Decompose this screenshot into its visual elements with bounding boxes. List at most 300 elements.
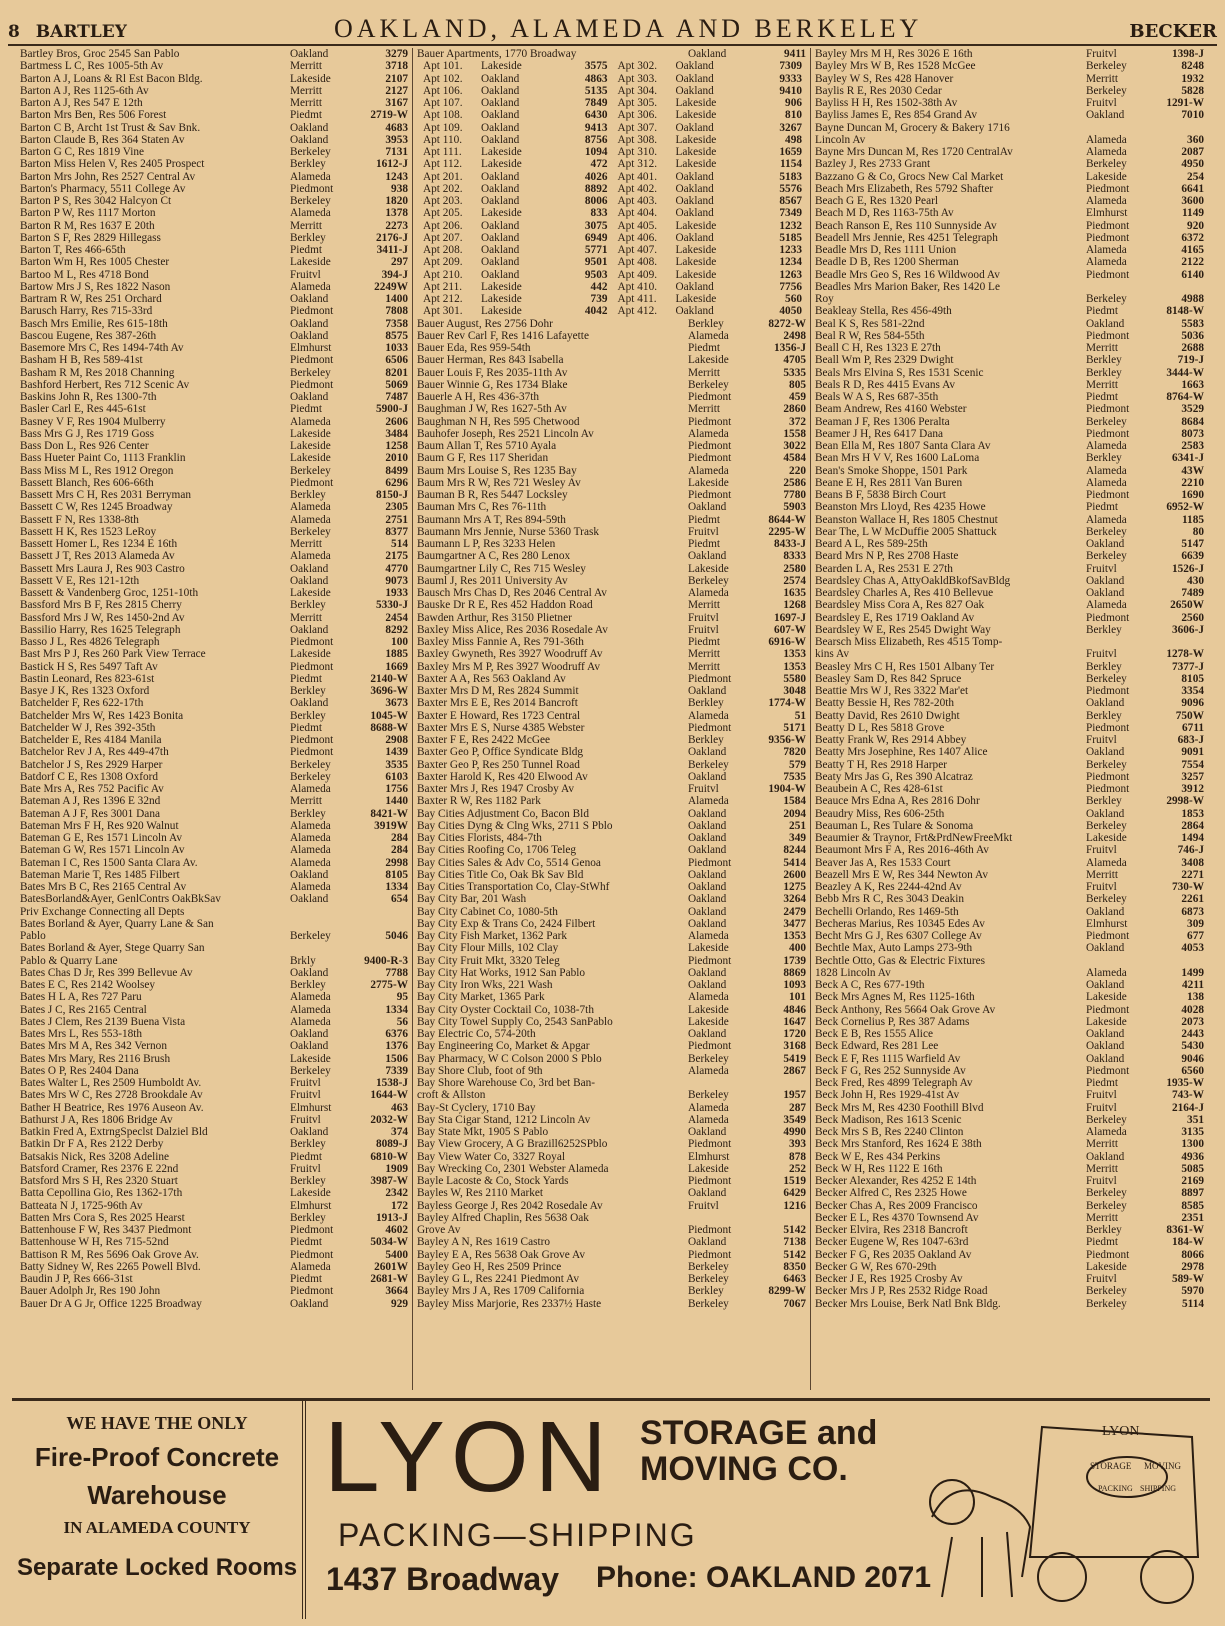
entry-exchange: Fruitvl — [290, 1113, 321, 1126]
apt-phone: 1233 — [779, 244, 802, 256]
entry-name: Baum Mrs Louise S, Res 1235 Bay — [417, 464, 577, 477]
entry-name: Bassilio Harry, Res 1625 Telegraph — [20, 623, 181, 636]
entry-name: Becker Eugene W, Res 1047-63rd — [815, 1236, 969, 1249]
entry-number: 6952-W — [1166, 501, 1204, 514]
entry-number: 3529 — [1181, 403, 1204, 416]
entry-exchange: Fruitvl — [1086, 48, 1117, 60]
directory-entry — [20, 452, 408, 464]
entry-name: Bast Mrs P J, Res 260 Park View Terrace — [20, 648, 206, 661]
directory-entry — [815, 979, 1204, 991]
entry-exchange: Piedmt — [688, 342, 721, 354]
entry-number: 5903 — [783, 501, 806, 514]
entry-number: 1853 — [1181, 807, 1204, 820]
entry-number: 8421-W — [370, 807, 408, 820]
apartment-entry — [417, 109, 612, 121]
apt-exchange: Oakland — [675, 121, 714, 134]
entry-exchange: Alameda — [688, 427, 729, 440]
apt-phone: 5576 — [779, 182, 802, 195]
right-guide-word: BECKER — [1129, 21, 1217, 42]
entry-number: 1216 — [783, 1199, 806, 1212]
entry-name: Bay Cities Roofing Co, 1706 Teleg — [417, 844, 577, 857]
entry-name: Baskins John R, Res 1300-7th — [20, 391, 157, 403]
entry-number: 719-J — [1177, 354, 1204, 367]
directory-entry — [815, 906, 1204, 918]
ad-line-5: Separate Locked Rooms — [16, 1554, 298, 1581]
directory-entry — [417, 1224, 806, 1236]
entry-name: Beakleay Stella, Res 456-49th — [815, 305, 952, 318]
directory-entry — [815, 501, 1204, 513]
directory-entry — [815, 648, 1204, 660]
entry-exchange: Berkley — [1086, 1224, 1122, 1236]
entry-exchange: Fruitvl — [1086, 562, 1117, 575]
entry-continuation: Bates Borland & Ayer, Stege Quarry San — [20, 942, 205, 955]
directory-entry — [20, 195, 408, 207]
entry-number: 3600 — [1181, 195, 1204, 207]
entry-number: 2261 — [1181, 893, 1204, 906]
entry-number: 9400-R-3 — [364, 954, 408, 967]
directory-entry — [417, 1175, 806, 1187]
directory-entry — [417, 489, 806, 501]
entry-exchange: Piedmt — [290, 721, 323, 734]
entry-number: 254 — [1187, 170, 1204, 183]
entry-name: Beardsley W E, Res 2545 Dwight Way — [815, 623, 991, 636]
directory-entry — [417, 599, 806, 611]
entry-exchange: Lakeside — [688, 562, 729, 575]
entry-number: 6103 — [385, 770, 408, 783]
entry-number: 8764-W — [1166, 391, 1204, 403]
apartment-entry — [612, 207, 807, 219]
apt-number: Apt 207. — [423, 231, 463, 244]
entry-exchange: Merritt — [688, 599, 720, 612]
entry-number: 7067 — [783, 1297, 806, 1310]
entry-exchange: Lakeside — [290, 1052, 331, 1065]
entry-number: 184-W — [1171, 1236, 1204, 1249]
entry-exchange: Alameda — [1086, 256, 1127, 269]
entry-number: 1278-W — [1166, 648, 1204, 661]
entry-name: Becker G W, Res 670-29th — [815, 1260, 937, 1273]
entry-name: Basemore Mrs C, Res 1494-74th Av — [20, 342, 184, 354]
entry-number: 1720 — [783, 1028, 806, 1040]
entry-name: Becker J E, Res 1925 Crosby Av — [815, 1273, 963, 1285]
entry-number: 1820 — [385, 195, 408, 207]
directory-entry — [815, 673, 1204, 685]
entry-name: Beaudry Miss, Res 606-25th — [815, 807, 945, 820]
directory-entry — [815, 1053, 1204, 1065]
entry-name: Batchelder Mrs W, Res 1423 Bonita — [20, 709, 184, 722]
entry-exchange: Alameda — [1086, 195, 1127, 207]
directory-entry — [20, 1285, 408, 1297]
entry-number: 1644-W — [370, 1089, 408, 1102]
entry-exchange: Merritt — [290, 538, 322, 550]
apt-phone: 8006 — [584, 195, 608, 207]
entry-exchange: Berkeley — [688, 1297, 729, 1310]
entry-number: 6140 — [1181, 268, 1204, 281]
directory-entry — [815, 391, 1204, 403]
entry-number: 6916-W — [768, 636, 806, 648]
entry-name: Bartow Mrs J S, Res 1822 Nason — [20, 280, 171, 293]
entry-exchange: Merritt — [688, 366, 720, 379]
entry-number: 7554 — [1181, 758, 1204, 771]
directory-entry — [20, 881, 408, 893]
entry-exchange: Alameda — [688, 991, 729, 1004]
apt-phone: 9501 — [584, 256, 608, 269]
entry-exchange: Alameda — [1086, 440, 1127, 452]
entry-name: Baum G F, Res 117 Sheridan — [417, 452, 549, 465]
entry-name: Bates Mrs W C, Res 2728 Brookdale Av — [20, 1089, 203, 1102]
entry-number: 5414 — [783, 856, 806, 869]
entry-exchange: Berkeley — [688, 574, 729, 587]
directory-entry — [20, 661, 408, 673]
entry-exchange: Piedmont — [688, 1175, 732, 1187]
directory-entry — [815, 452, 1204, 464]
apt-phone: 9333 — [779, 72, 802, 85]
directory-entry — [20, 416, 408, 428]
apt-number: Apt 106. — [423, 84, 463, 97]
entry-exchange: Berkeley — [1086, 293, 1127, 305]
directory-entry — [815, 526, 1204, 538]
ad-line-1: WE HAVE THE ONLY — [66, 1413, 248, 1433]
entry-exchange: Piedmont — [290, 746, 334, 759]
entry-name: Roy — [815, 293, 834, 305]
directory-entry — [815, 550, 1204, 562]
entry-exchange: Berkley — [688, 697, 724, 710]
entry-exchange: Fruitvl — [290, 1089, 321, 1102]
directory-entry — [815, 183, 1204, 195]
directory-entry — [417, 734, 806, 746]
apt-exchange: Lakeside — [481, 60, 522, 73]
directory-entry — [20, 60, 408, 72]
directory-entry — [815, 538, 1204, 550]
entry-number: 6711 — [1182, 721, 1204, 734]
apt-number: Apt 402. — [617, 182, 658, 195]
entry-number: 8377 — [385, 525, 408, 538]
entry-number: 2574 — [783, 574, 806, 587]
apt-exchange: Lakeside — [481, 280, 522, 293]
directory-entry — [417, 1004, 806, 1016]
entry-exchange: Berkeley — [290, 1064, 331, 1077]
entry-number: 2351 — [1181, 1211, 1204, 1224]
entry-name: 1828 Lincoln Av — [815, 966, 891, 979]
directory-entry — [417, 1065, 806, 1077]
directory-entry — [20, 575, 408, 587]
directory-entry — [417, 722, 806, 734]
apt-phone: 7349 — [779, 207, 802, 220]
directory-entry — [20, 207, 408, 219]
apt-exchange: Lakeside — [675, 97, 717, 109]
directory-entry — [417, 624, 806, 636]
entry-number: 920 — [1187, 219, 1204, 232]
directory-entry — [417, 1285, 806, 1297]
directory-entry — [815, 1114, 1204, 1126]
directory-entry — [20, 955, 408, 967]
entry-exchange: Lakeside — [290, 440, 331, 452]
directory-entry — [417, 710, 806, 722]
entry-number: 1378 — [385, 207, 408, 220]
entry-name: Pablo & Quarry Lane — [20, 954, 118, 967]
directory-entry — [815, 1089, 1204, 1101]
entry-exchange: Berkeley — [1086, 893, 1127, 906]
apt-exchange: Oakland — [481, 121, 520, 134]
entry-name: Beasley Mrs C H, Res 1501 Albany Ter — [815, 660, 995, 673]
apt-exchange: Lakeside — [675, 244, 717, 256]
entry-exchange: Lakeside — [1086, 991, 1127, 1004]
entry-number: 1258 — [385, 440, 408, 452]
apt-number: Apt 107. — [423, 97, 463, 109]
entry-exchange: Lakeside — [688, 942, 729, 955]
entry-name: Bassett Mrs C H, Res 2031 Berryman — [20, 489, 192, 501]
entry-number: 1935-W — [1166, 1077, 1204, 1089]
entry-name: Bay City Market, 1365 Park — [417, 991, 545, 1004]
entry-number: 309 — [1187, 917, 1204, 930]
entry-number: 400 — [789, 942, 806, 955]
entry-number: 1932 — [1181, 72, 1204, 85]
directory-entry — [815, 207, 1204, 219]
entry-name: Beach Ranson E, Res 110 Sunnyside Av — [815, 219, 997, 232]
entry-exchange: Lakeside — [688, 1015, 729, 1028]
entry-name: Bauml J, Res 2011 University Av — [417, 574, 568, 587]
entry-number: 95 — [396, 991, 408, 1004]
entry-exchange: Oakland — [1086, 1028, 1125, 1040]
entry-name: Bate Mrs A, Res 752 Pacific Av — [20, 783, 164, 795]
entry-name: Bayliss James E, Res 854 Grand Av — [815, 109, 978, 122]
entry-exchange: Merritt — [290, 219, 322, 232]
entry-exchange: Oakland — [1086, 538, 1125, 550]
entry-number: 7780 — [783, 489, 806, 501]
apt-phone: 5771 — [584, 244, 608, 256]
apt-number: Apt 410. — [617, 280, 658, 293]
entry-name: Bastick H S, Res 5497 Taft Av — [20, 660, 158, 673]
directory-entry — [417, 991, 806, 1003]
entry-exchange: Merritt — [1086, 72, 1118, 85]
entry-exchange: Alameda — [290, 844, 331, 857]
entry-name: Bauer August, Res 2756 Dohr — [417, 317, 553, 330]
entry-number: 929 — [391, 1297, 408, 1310]
apt-number: Apt 201. — [423, 170, 463, 183]
entry-name: Bay Shore Club, foot of 9th — [417, 1064, 543, 1077]
entry-name: Bauer Apartments, 1770 Broadway — [417, 48, 577, 60]
apt-phone: 906 — [785, 97, 802, 109]
entry-number: 2908 — [385, 734, 408, 746]
entry-exchange: Berkeley — [1086, 1187, 1127, 1200]
entry-number: 101 — [789, 991, 806, 1004]
entry-name: Bean's Smoke Shoppe, 1501 Park — [815, 464, 968, 477]
apt-phone: 3075 — [584, 219, 608, 232]
entry-name: Bates O P, Res 2404 Dana — [20, 1064, 139, 1077]
entry-number: 9046 — [1181, 1052, 1204, 1065]
van-rear-wheel — [1141, 1551, 1193, 1603]
entry-number: 4705 — [783, 354, 806, 367]
directory-entry — [20, 391, 408, 403]
entry-number: 3718 — [385, 60, 408, 73]
directory-entry — [417, 342, 806, 354]
directory-entry — [20, 342, 408, 354]
entry-name: Beatty D L, Res 5818 Grove — [815, 721, 945, 734]
entry-exchange: Berkley — [1086, 354, 1122, 367]
entry-number: 3673 — [385, 697, 408, 710]
entry-exchange: Oakland — [688, 685, 727, 697]
entry-name: Barton R M, Res 1637 E 20th — [20, 219, 155, 232]
apt-number: Apt 303. — [617, 72, 658, 85]
entry-exchange: Lakeside — [290, 256, 331, 269]
directory-entry — [815, 1028, 1204, 1040]
entry-number: 3912 — [1181, 783, 1204, 795]
entry-exchange: Alameda — [290, 1003, 331, 1016]
directory-entry — [417, 1187, 806, 1199]
entry-exchange: Elmhurst — [290, 1101, 332, 1114]
apt-exchange: Oakland — [481, 97, 520, 109]
directory-entry — [417, 697, 806, 709]
entry-name: Beck Cornelius P, Res 387 Adams — [815, 1015, 970, 1028]
entry-exchange: Oakland — [688, 770, 727, 783]
directory-entry — [417, 354, 806, 366]
entry-exchange: Alameda — [290, 501, 331, 514]
entry-number: 7489 — [1181, 587, 1204, 599]
entry-exchange: Piedmont — [1086, 1064, 1130, 1077]
directory-entry — [20, 501, 408, 513]
entry-name: Bay City Cabinet Co, 1080-5th — [417, 905, 558, 918]
entry-number: 1538-J — [375, 1077, 408, 1089]
apt-phone: 3267 — [779, 121, 802, 134]
entry-number: 3411-J — [376, 244, 408, 256]
entry-name: Bear The, L W McDuffie 2005 Shattuck — [815, 525, 997, 538]
entry-exchange: Berkeley — [1086, 84, 1127, 97]
directory-entry — [20, 293, 408, 305]
entry-number: 8869 — [783, 966, 806, 979]
entry-exchange: Piedmont — [290, 378, 334, 391]
entry-name: Bay-St Cyclery, 1710 Bay — [417, 1101, 536, 1114]
entry-name: Becker Alexander, Res 4252 E 14th — [815, 1175, 977, 1187]
entry-number: 8272-W — [768, 317, 806, 330]
entry-name: Beadle D B, Res 1200 Sherman — [815, 256, 959, 269]
entry-number: 5142 — [783, 1224, 806, 1236]
directory-entry — [20, 857, 408, 869]
directory-entry — [20, 844, 408, 856]
apt-phone: 472 — [590, 158, 608, 171]
entry-number: 2978 — [1181, 1260, 1204, 1273]
directory-entry — [417, 1249, 806, 1261]
entry-name: Batsford Cramer, Res 2376 E 22nd — [20, 1162, 179, 1175]
entry-exchange: Oakland — [1086, 942, 1125, 955]
entry-number: 2867 — [783, 1064, 806, 1077]
entry-number: 730-W — [1171, 881, 1204, 893]
entry-exchange: Alameda — [688, 795, 729, 808]
apartment-entry — [417, 183, 612, 195]
entry-name: Beaubein A C, Res 428-61st — [815, 783, 943, 795]
entry-number: 8066 — [1181, 1248, 1204, 1261]
directory-entry — [815, 97, 1204, 109]
apartment-entry — [417, 158, 612, 170]
entry-number: 8248 — [1181, 60, 1204, 73]
entry-number: 1033 — [385, 342, 408, 354]
entry-number: 5335 — [783, 366, 806, 379]
entry-number: 3987-W — [370, 1175, 408, 1187]
entry-name: Bayley G L, Res 2241 Piedmont Av — [417, 1273, 580, 1285]
entry-number: 3354 — [1181, 685, 1204, 697]
directory-entry — [815, 759, 1204, 771]
directory-entry — [417, 967, 806, 979]
entry-name: Beall C H, Res 1323 E 27th — [815, 342, 941, 354]
entry-exchange: Berkley — [290, 599, 326, 612]
entry-name: Bay Cities Sales & Adv Co, 5514 Genoa — [417, 856, 601, 869]
entry-exchange: Alameda — [290, 415, 331, 428]
directory-entry — [815, 1236, 1204, 1248]
entry-name: Basham R M, Res 2018 Channing — [20, 366, 175, 379]
directory-entry — [417, 501, 806, 513]
directory-entry — [417, 563, 806, 575]
entry-number: 463 — [391, 1101, 408, 1114]
entry-exchange: Oakland — [688, 48, 727, 60]
entry-name: Bates E C, Res 2142 Woolsey — [20, 979, 156, 991]
entry-name: Beazley A K, Res 2244-42nd Av — [815, 881, 962, 893]
directory-entry — [20, 648, 408, 660]
page-title: OAKLAND, ALAMEDA AND BERKELEY — [333, 14, 923, 43]
entry-name: Becker Alfred C, Res 2325 Howe — [815, 1187, 967, 1200]
apartment-entry — [612, 244, 807, 256]
directory-entry — [20, 1004, 408, 1016]
directory-entry — [815, 967, 1204, 979]
entry-number: 1300 — [1181, 1138, 1204, 1151]
directory-entry — [20, 477, 408, 489]
entry-name: Batten Mrs Cora S, Res 2025 Hearst — [20, 1211, 185, 1224]
entry-name: Bass Mrs G J, Res 1719 Goss — [20, 427, 155, 440]
apt-exchange: Oakland — [481, 170, 520, 183]
entry-name: Beck Mrs M, Res 4230 Foothill Blvd — [815, 1101, 984, 1114]
apartment-entry — [417, 281, 612, 293]
entry-exchange: Oakland — [290, 868, 329, 881]
entry-number: 2169 — [1181, 1175, 1204, 1187]
entry-exchange: Oakland — [688, 893, 727, 906]
entry-number: 2107 — [385, 72, 408, 85]
directory-entry — [20, 710, 408, 722]
entry-name: Baxter Geo P, Res 250 Tunnel Road — [417, 758, 580, 771]
entry-name: Bassett F N, Res 1338-8th — [20, 513, 139, 526]
directory-entry — [815, 746, 1204, 758]
entry-number: 1334 — [385, 881, 408, 893]
entry-exchange: Lakeside — [290, 1187, 331, 1200]
directory-entry — [417, 636, 806, 648]
apartment-entry — [612, 171, 807, 183]
directory-entry — [417, 465, 806, 477]
apt-phone: 739 — [590, 293, 608, 305]
entry-number: 6506 — [385, 354, 408, 367]
entry-number: 3696-W — [370, 685, 408, 697]
entry-name: Beaty Mrs Jas G, Res 390 Alcatraz — [815, 770, 973, 783]
apt-number: Apt 405. — [617, 219, 658, 232]
entry-name: Becheras Marius, Res 10345 Edes Av — [815, 917, 985, 930]
entry-number: 3279 — [385, 48, 408, 60]
directory-entry — [20, 1040, 408, 1052]
entry-exchange: Alameda — [1086, 966, 1127, 979]
entry-name: Beatty T H, Res 2918 Harper — [815, 758, 947, 771]
entry-number: 579 — [789, 758, 806, 771]
apt-exchange: Oakland — [675, 84, 714, 97]
entry-name: Baxter Mrs E S, Nurse 4385 Webster — [417, 721, 585, 734]
entry-name: Barton P S, Res 3042 Halcyon Ct — [20, 195, 172, 207]
entry-number: 6376 — [385, 1028, 408, 1040]
directory-entry — [815, 60, 1204, 72]
directory-entry — [20, 232, 408, 244]
entry-name: Basso J L, Res 4826 Telegraph — [20, 636, 160, 648]
directory-entry — [815, 869, 1204, 881]
entry-name: Bathurst J A, Res 1806 Bridge Av — [20, 1113, 173, 1126]
entry-number: 8105 — [1181, 672, 1204, 685]
directory-entry — [815, 1016, 1204, 1028]
apartment-entry — [417, 134, 612, 146]
apt-exchange: Lakeside — [675, 256, 717, 269]
entry-name: Bass Miss M L, Res 1912 Oregon — [20, 464, 174, 477]
entry-number: 2210 — [1181, 476, 1204, 489]
entry-name: Bay Cities Adjustment Co, Bacon Bld — [417, 807, 589, 820]
